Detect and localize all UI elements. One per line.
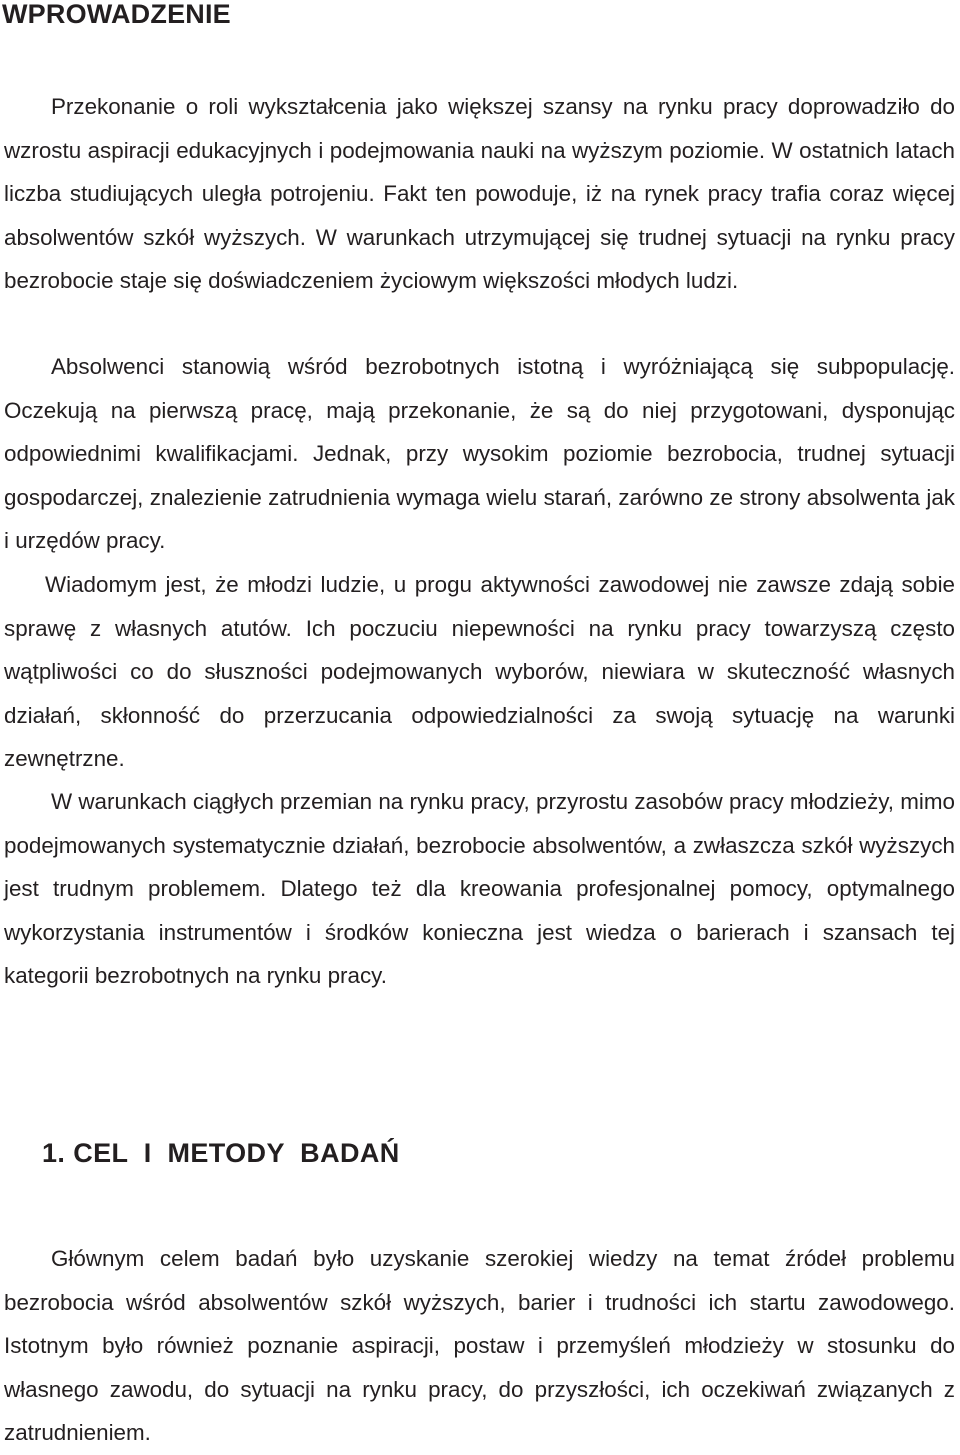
intro-paragraph-3-text: Wiadomym jest, że młodzi ludzie, u progu aktywności zawodowej nie zawsze zdają sobie sprawę z własnych atutów. Ich poczuciu niepewności na rynku pracy towarzyszą często wątpliwości co do słuszności podejmowanych wyborów, niewiara w skuteczność własnych działań, skłonność do przerzucania odpowiedzialności za swoją sytuację na warunki zewnętrzne. [4,572,955,772]
section-1-paragraph-1 [4,1237,955,1455]
intro-paragraph-4-text: W warunkach ciągłych przemian na rynku pracy, przyrostu zasobów pracy młodzieży, mimo podejmowanych systematycznie działań, bezrobocie absolwentów, a zwłaszcza szkół wyższych jest trudnym problemem. Dlatego też dla kreowania profesjonalnej pomocy, optymalnego wykorzystania instrumentów i środków konieczna jest wiedza o barierach i szansach tej kategorii bezrobotnych na rynku pracy. [4,789,955,989]
section-1-heading: 1. CEL I METODY BADAŃ [42,1138,400,1168]
intro-paragraph-1 [4,85,955,303]
intro-heading: WPROWADZENIE [2,0,231,29]
section-1-paragraph-1-text: Głównym celem badań było uzyskanie szerokiej wiedzy na temat źródeł problemu bezrobocia wśród absolwentów szkół wyższych, barier i trudności ich startu zawodowego. Istotnym było również poznanie aspiracji, postaw i przemyśleń młodzieży w stosunku do własnego zawodu, do sytuacji na rynku pracy, do przyszłości, ich oczekiwań związanych z zatrudnieniem. [4,1246,955,1446]
intro-paragraph-2 [4,345,955,563]
intro-paragraph-1-text: Przekonanie o roli wykształcenia jako większej szansy na rynku pracy doprowadziło do wzrostu aspiracji edukacyjnych i podejmowania nauki na wyższym poziomie. W ostatnich latach liczba studiujących uległa potrojeniu. Fakt ten powoduje, iż na rynek pracy trafia coraz więcej absolwentów szkół wyższych. W warunkach utrzymującej się trudnej sytuacji na rynku pracy bezrobocie staje się doświadczeniem życiowym większości młodych ludzi. [4,94,955,294]
intro-paragraph-4 [4,780,955,998]
intro-paragraph-3 [4,563,955,781]
intro-paragraph-2-text: Absolwenci stanowią wśród bezrobotnych istotną i wyróżniającą się subpopulację. Oczekują na pierwszą pracę, mają przekonanie, że są do niej przygotowani, dysponując odpowiednimi kwalifikacjami. Jednak, przy wysokim poziomie bezrobocia, trudnej sytuacji gospodarczej, znalezienie zatrudnienia wymaga wielu starań, zarówno ze strony absolwenta jak i urzędów pracy. [4,354,955,554]
